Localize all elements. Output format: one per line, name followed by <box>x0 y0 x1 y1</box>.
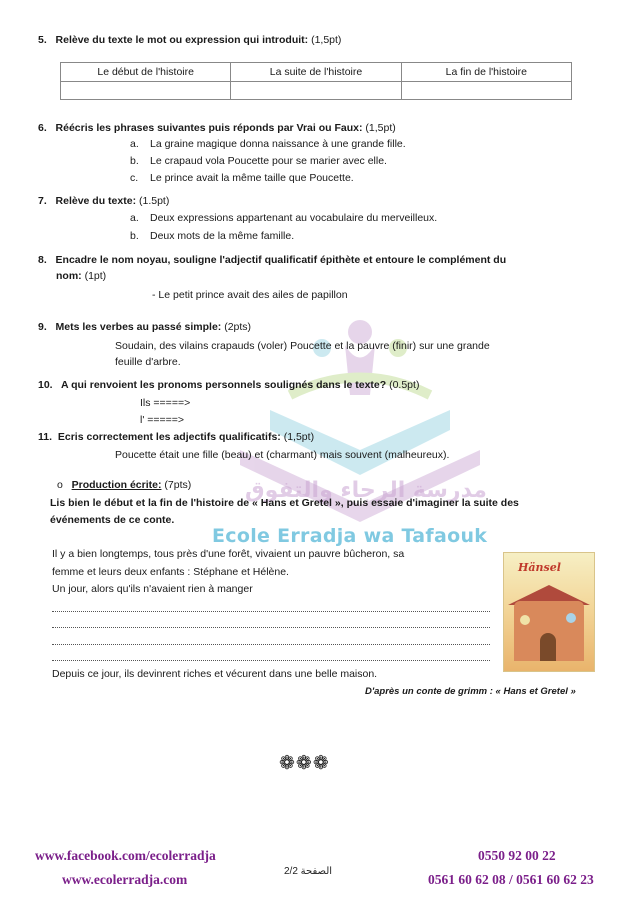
watermark-arabic-text: مدرسة الرجاء والتفوق <box>245 478 487 503</box>
answer-line[interactable] <box>52 659 490 661</box>
answer-line[interactable] <box>52 643 490 645</box>
table-header-middle: La suite de l'histoire <box>231 63 401 82</box>
footer-phone-1: 0550 92 00 22 <box>478 848 556 863</box>
pronoun-ils: Ils =====> <box>140 397 191 409</box>
table-header-end: La fin de l'histoire <box>401 63 571 82</box>
book-cover-image <box>503 552 595 672</box>
production-instruction-1: Lis bien le début et la fin de l'histoire de « Hans et Gretel », puis essaie d'imaginer la suite des <box>50 497 519 509</box>
question-9-line-1: Soudain, des vilains crapauds (voler) Poucette et la pauvre (finir) sur une grande <box>115 340 490 352</box>
list-item: c. Le prince avait la même taille que Poucette. <box>130 172 354 184</box>
question-5: 5. Relève du texte le mot ou expression qui introduit: (1,5pt) <box>38 34 342 46</box>
production-instruction-2: événements de ce conte. <box>50 514 175 526</box>
footer-website-link[interactable]: www.ecolerradja.com <box>62 872 188 887</box>
question-8-continuation: nom: (1pt) <box>56 270 107 282</box>
footer-phone-2: 0561 60 62 08 / 0561 60 62 23 <box>428 872 594 887</box>
question-11: 11. Ecris correctement les adjectifs qualificatifs: (1,5pt) <box>38 431 315 443</box>
answer-line[interactable] <box>52 610 490 612</box>
book-cover-title: Hänsel <box>518 561 561 574</box>
story-parts-table <box>60 62 572 100</box>
question-8: 8. Encadre le nom noyau, souligne l'adjectif qualificatif épithète et entoure le complément du <box>38 254 507 266</box>
list-item: a. Deux expressions appartenant au vocabulaire du merveilleux. <box>130 212 438 224</box>
question-9-line-2: feuille d'arbre. <box>115 356 181 368</box>
question-11-sentence: Poucette était une fille (beau) et (charmant) mais souvent (malheureux). <box>115 449 450 461</box>
answer-cell-end[interactable] <box>401 82 571 100</box>
list-item: b. Deux mots de la même famille. <box>130 230 295 242</box>
question-6: 6. Réécris les phrases suivantes puis réponds par Vrai ou Faux: (1,5pt) <box>38 122 396 134</box>
question-9: 9. Mets les verbes au passé simple: (2pts) <box>38 321 252 333</box>
pronoun-l: l' =====> <box>140 414 185 426</box>
story-source: D'après un conte de grimm : « Hans et Gretel » <box>365 686 576 697</box>
story-line-1: Il y a bien longtemps, tous près d'une forêt, vivaient un pauvre bûcheron, sa <box>52 548 405 560</box>
answer-line[interactable] <box>52 626 490 628</box>
story-ending: Depuis ce jour, ils devinrent riches et vécurent dans une belle maison. <box>52 668 378 680</box>
list-item: b. Le crapaud vola Poucette pour se marier avec elle. <box>130 155 387 167</box>
answer-cell-start[interactable] <box>61 82 231 100</box>
list-item: a. La graine magique donna naissance à une grande fille. <box>130 138 406 150</box>
story-line-2: femme et leurs deux enfants : Stéphane et Hélène. <box>52 566 289 578</box>
production-title: o Production écrite: (7pts) <box>57 479 192 491</box>
school-logo-watermark <box>210 300 510 550</box>
question-8-sentence: - Le petit prince avait des ailes de papillon <box>152 289 348 301</box>
answer-cell-middle[interactable] <box>231 82 401 100</box>
question-7: 7. Relève du texte: (1.5pt) <box>38 195 170 207</box>
question-10: 10. A qui renvoient les pronoms personnels soulignés dans le texte? (0.5pt) <box>38 379 420 391</box>
table-header-start: Le début de l'histoire <box>61 63 231 82</box>
story-line-3: Un jour, alors qu'ils n'avaient rien à manger <box>52 583 253 595</box>
ornament-flowers: ❁❁❁ <box>279 753 330 774</box>
page-number: الصفحة 2/2 <box>284 866 333 877</box>
footer-facebook-link[interactable]: www.facebook.com/ecolerradja <box>35 848 216 863</box>
watermark-school-name: Ecole Erradja wa Tafaouk <box>212 525 488 547</box>
